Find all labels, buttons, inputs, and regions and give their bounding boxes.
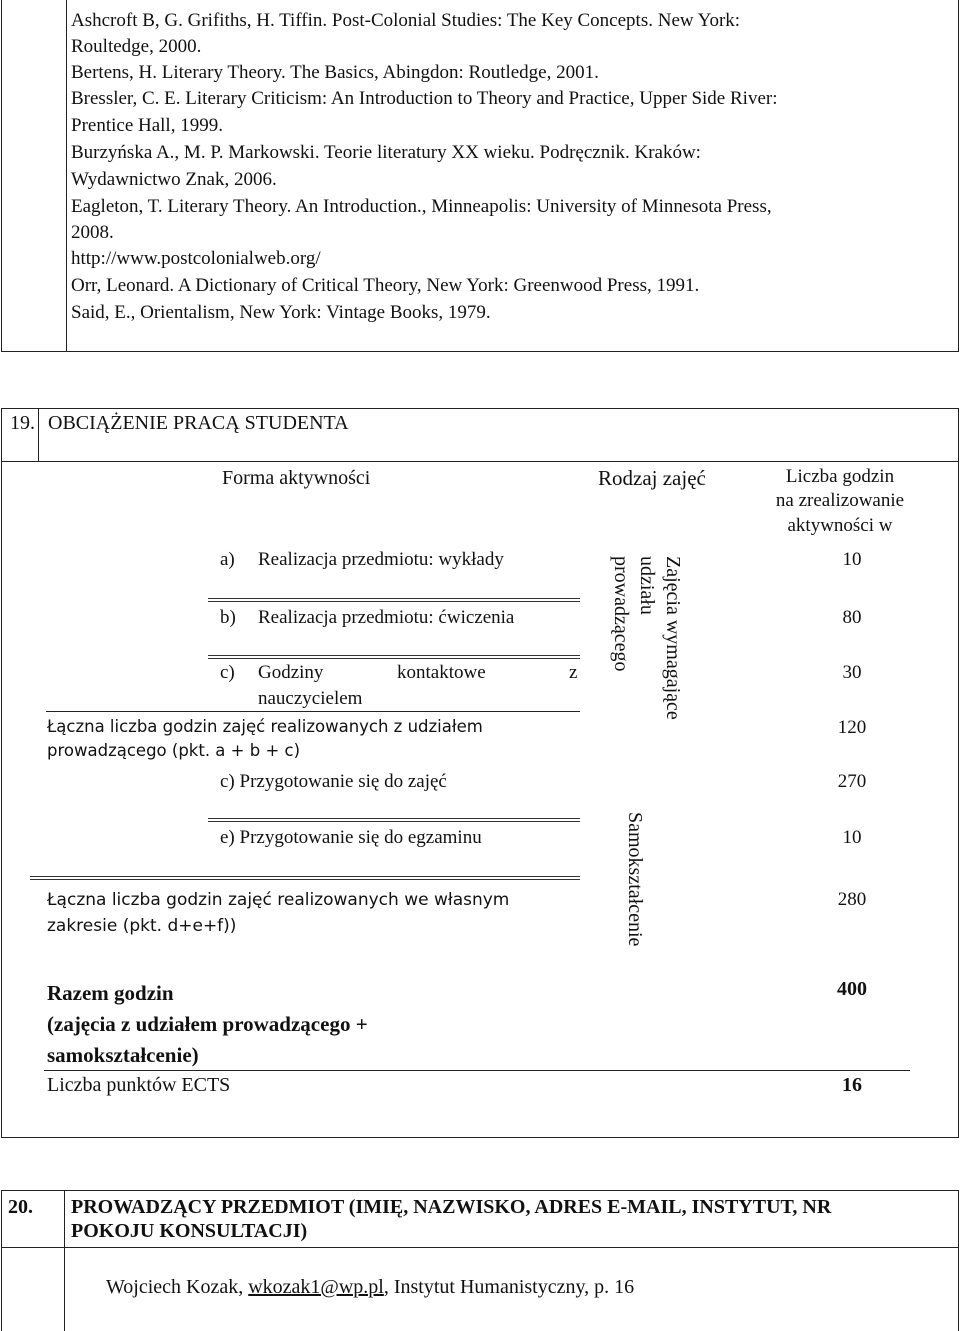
reference-line: Bressler, C. E. Literary Criticism: An Introduction to Theory and Practice, Upper Side River: — [71, 88, 778, 109]
reference-line: Bertens, H. Literary Theory. The Basics, Abingdon: Routledge, 2001. — [71, 62, 599, 83]
row-a-label: a) — [220, 549, 235, 570]
section20-title-line1: PROWADZĄCY PRZEDMIOT (IMIĘ, NAZWISKO, ADRES E-MAIL, INSTYTUT, NR — [71, 1196, 832, 1218]
instructor-email-link[interactable]: wkozak1@wp.pl — [248, 1276, 384, 1298]
reference-line: Eagleton, T. Literary Theory. An Introduction., Minneapolis: University of Minnesota Press, — [71, 196, 772, 217]
header-activity-type: Rodzaj zajęć — [598, 466, 706, 490]
header-hours-line2: na zrealizowanie — [775, 490, 905, 511]
instructor-institute: , Instytut Humanistyczny, p. 16 — [383, 1276, 635, 1298]
row-d-text: c) Przygotowanie się do zajęć — [220, 771, 447, 792]
section19-number-divider — [38, 408, 39, 462]
instructor-name: Wojciech Kozak, — [106, 1276, 244, 1298]
section19-title: OBCIĄŻENIE PRACĄ STUDENTA — [48, 412, 349, 434]
reference-line: Orr, Leonard. A Dictionary of Critical Theory, New York: Greenwood Press, 1991. — [71, 275, 700, 296]
sum2-value: 280 — [837, 889, 867, 910]
row-b-label: b) — [220, 607, 236, 628]
section19-title-underline — [1, 461, 959, 462]
row-e-value: 10 — [842, 827, 862, 848]
group1-line3: prowadzącego — [610, 556, 632, 672]
row-c-value: 30 — [842, 662, 862, 683]
ects-separator — [44, 1070, 910, 1071]
sum1-line2: prowadzącego (pkt. a + b + c) — [47, 741, 301, 760]
row-c-label: c) — [220, 662, 235, 683]
sum2-line1: Łączna liczba godzin zajęć realizowanych we własnym — [47, 890, 510, 910]
row-e-text: e) Przygotowanie się do egzaminu — [220, 827, 482, 848]
group2-label: Samokształcenie — [624, 812, 646, 947]
section19-number: 19. — [10, 412, 35, 434]
group1-line1: Zajęcia wymagające — [662, 556, 684, 720]
header-hours-line1: Liczba godzin — [785, 466, 895, 487]
reference-line: Wydawnictwo Znak, 2006. — [71, 169, 277, 190]
reference-line: 2008. — [71, 222, 114, 243]
references-left-column-divider — [66, 0, 67, 352]
reference-line: Burzyńska A., M. P. Markowski. Teorie literatury XX wieku. Podręcznik. Kraków: — [71, 142, 701, 163]
row-a-value: 10 — [842, 549, 862, 570]
sum1-line1: Łączna liczba godzin zajęć realizowanych z udziałem — [47, 717, 483, 736]
header-hours-line3: aktywności w — [787, 515, 893, 536]
row-d-value: 270 — [837, 771, 867, 792]
row-e-separator — [30, 876, 580, 880]
section20-number-divider — [64, 1190, 65, 1331]
row-b-value: 80 — [842, 607, 862, 628]
total-line1: Razem godzin — [47, 981, 174, 1005]
group1-label — [608, 556, 686, 720]
section20-title-underline — [1, 1247, 959, 1248]
reference-link[interactable]: http://www.postcolonialweb.org/ — [71, 248, 321, 269]
section20-title — [71, 1195, 831, 1243]
header-activity-form: Forma aktywności — [222, 467, 371, 489]
row-c-text-3: z — [569, 662, 578, 683]
ects-label: Liczba punktów ECTS — [47, 1074, 231, 1096]
row-b-separator — [208, 655, 580, 659]
row-b-text: Realizacja przedmiotu: ćwiczenia — [258, 607, 515, 628]
section20-title-line2: POKOJU KONSULTACJI) — [71, 1220, 308, 1242]
row-a-separator — [208, 598, 580, 602]
total-label — [47, 978, 368, 1071]
section20-number: 20. — [8, 1196, 33, 1218]
row-c-text-4: nauczycielem — [258, 688, 363, 709]
total-line2: (zajęcia z udziałem prowadzącego + — [47, 1012, 368, 1036]
total-line3: samokształcenie) — [47, 1043, 199, 1067]
row-c-text-2: kontaktowe — [397, 662, 486, 683]
total-value: 400 — [837, 978, 867, 1000]
reference-line: Ashcroft B, G. Grifiths, H. Tiffin. Post-Colonial Studies: The Key Concepts. New York: — [71, 10, 741, 31]
group1-line2: udziału — [636, 556, 658, 615]
reference-line: Said, E., Orientalism, New York: Vintage Books, 1979. — [71, 302, 491, 323]
sum1-value: 120 — [837, 717, 867, 738]
reference-line: Roultedge, 2000. — [71, 36, 202, 57]
reference-line: Prentice Hall, 1999. — [71, 115, 223, 136]
row-c-text-1: Godziny — [258, 662, 324, 683]
row-a-text: Realizacja przedmiotu: wykłady — [258, 549, 504, 570]
row-d-separator — [208, 818, 580, 822]
instructor-contact — [106, 1274, 634, 1300]
header-hours — [770, 465, 910, 539]
row-c-separator — [46, 711, 580, 712]
ects-value: 16 — [842, 1074, 862, 1096]
sum2-line2: zakresie (pkt. d+e+f)) — [47, 916, 237, 936]
